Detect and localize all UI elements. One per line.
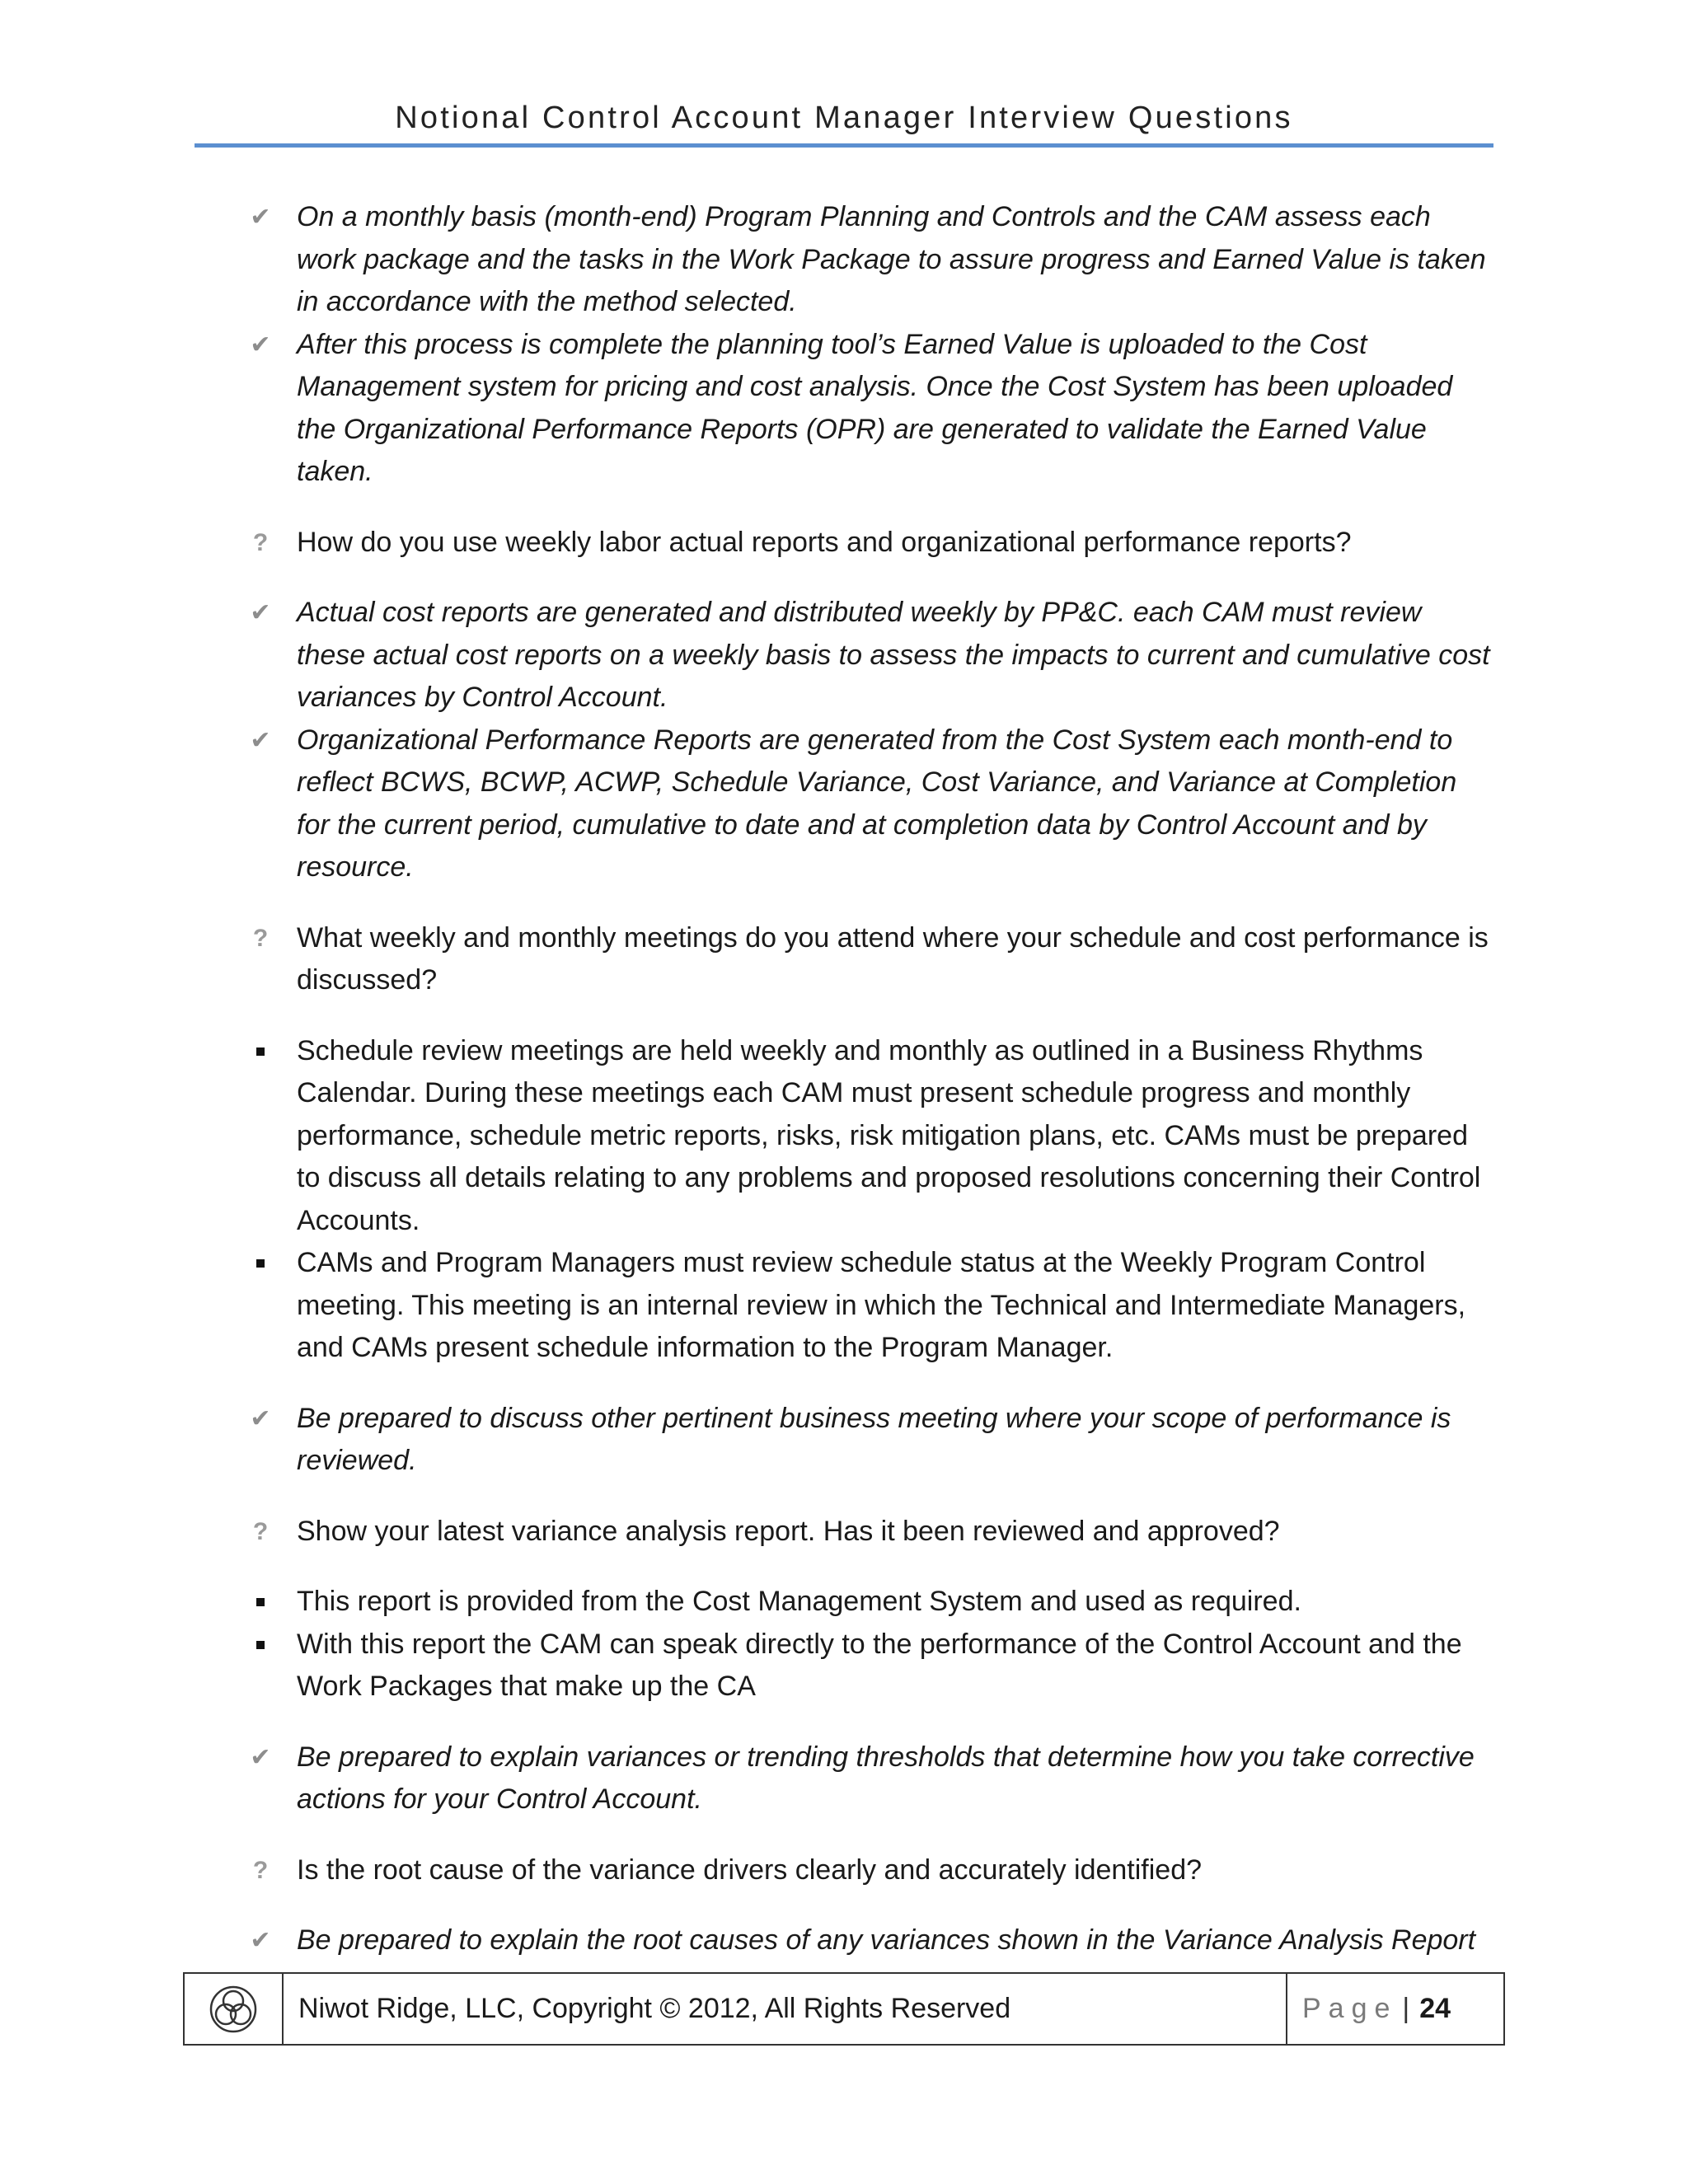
copyright-text: Niwot Ridge, LLC, Copyright © 2012, All Rights Reserved (298, 1993, 1011, 2024)
bullet-text: CAMs and Program Managers must review schedule status at the Weekly Program Control meeting. This meeting is an internal review in which the Technical and Intermediate Managers, and CAMs present schedule information to the Program Manager. (297, 1247, 1466, 1363)
bullet-item (195, 1581, 1493, 1624)
answer-item (195, 1398, 1493, 1483)
check-icon: ✔ (250, 204, 271, 231)
bullet-item (195, 1030, 1493, 1243)
page-number: 24 (1419, 1993, 1451, 2024)
answer-text: On a monthly basis (month-end) Program Planning and Controls and the CAM assess each work package and the tasks in the Work Package to assure progress and Earned Value is taken in accordance with the method selected. (297, 201, 1486, 317)
page-separator: | (1402, 1993, 1410, 2024)
bullet-text: Schedule review meetings are held weekly and monthly as outlined in a Business Rhythms Calendar. During these meetings each CAM must present schedule progress and monthly performance, schedule metric reports, risks, risk mitigation plans, etc. CAMs must be prepared to discuss all details relating to any problems and proposed resolutions concerning their Control Accounts. (297, 1034, 1481, 1236)
question-item (195, 522, 1493, 565)
page-title: Notional Control Account Manager Interview Questions (395, 101, 1293, 135)
question-icon: ? (252, 1517, 269, 1545)
answer-item (195, 1736, 1493, 1821)
question-item (195, 1511, 1493, 1554)
answer-text: Be prepared to explain variances or trending thresholds that determine how you take corrective actions for your Control Account. (297, 1741, 1475, 1815)
question-text: Is the root cause of the variance drivers clearly and accurately identified? (297, 1854, 1203, 1886)
check-icon: ✔ (250, 1927, 271, 1954)
answer-item (195, 324, 1493, 494)
check-icon: ✔ (250, 1743, 271, 1771)
page-header (195, 97, 1493, 148)
page-label: Page (1302, 1993, 1398, 2024)
document-body (195, 196, 1493, 1962)
answer-text: After this process is complete the planning tool’s Earned Value is uploaded to the Cost Management system for pricing and cost analysis. Once the Cost System has been uploaded the Organizational Performance Reports (OPR) are generated to validate the Earned Value taken. (297, 328, 1453, 487)
check-icon: ✔ (250, 330, 271, 359)
bullet-item (195, 1242, 1493, 1370)
answer-text: Be prepared to explain the root causes of any variances shown in the Variance Analysis Report (297, 1924, 1476, 1956)
question-item (195, 917, 1493, 1002)
check-icon: ✔ (250, 599, 271, 626)
bullet-item (195, 1624, 1493, 1708)
question-text: How do you use weekly labor actual reports and organizational performance reports? (297, 526, 1352, 558)
answer-item (195, 592, 1493, 719)
question-icon: ? (252, 1856, 269, 1884)
question-item (195, 1849, 1493, 1892)
question-text: Show your latest variance analysis report. Has it been reviewed and approved? (297, 1515, 1280, 1547)
question-text: What weekly and monthly meetings do you attend where your schedule and cost performance is discussed? (297, 921, 1489, 996)
answer-item (195, 196, 1493, 324)
question-icon: ? (252, 528, 269, 556)
answer-text: Actual cost reports are generated and distributed weekly by PP&C. each CAM must review these actual cost reports on a weekly basis to assess the impacts to current and cumulative cost variances by Control Account. (297, 597, 1490, 713)
company-logo-icon (207, 1983, 260, 2036)
answer-text: Organizational Performance Reports are generated from the Cost System each month-end to reflect BCWS, BCWP, ACWP, Schedule Variance, Cost Variance, and Variance at Completion for the current period, cumulative to date and at completion data by Control Account and by resource. (297, 724, 1457, 883)
answer-text: Be prepared to discuss other pertinent business meeting where your scope of performance is reviewed. (297, 1402, 1451, 1476)
logo-cell (185, 1974, 284, 2044)
answer-item (195, 1919, 1493, 1962)
page-number-cell (1287, 1974, 1503, 2044)
bullet-text: With this report the CAM can speak directly to the performance of the Control Account and the Work Packages that make up the CA (297, 1628, 1462, 1702)
bullet-text: This report is provided from the Cost Management System and used as required. (297, 1586, 1301, 1617)
check-icon: ✔ (250, 726, 271, 754)
answer-item (195, 719, 1493, 889)
page-footer (183, 1972, 1505, 2046)
copyright-cell (284, 1974, 1287, 2044)
check-icon: ✔ (250, 1404, 271, 1432)
question-icon: ? (252, 924, 269, 952)
